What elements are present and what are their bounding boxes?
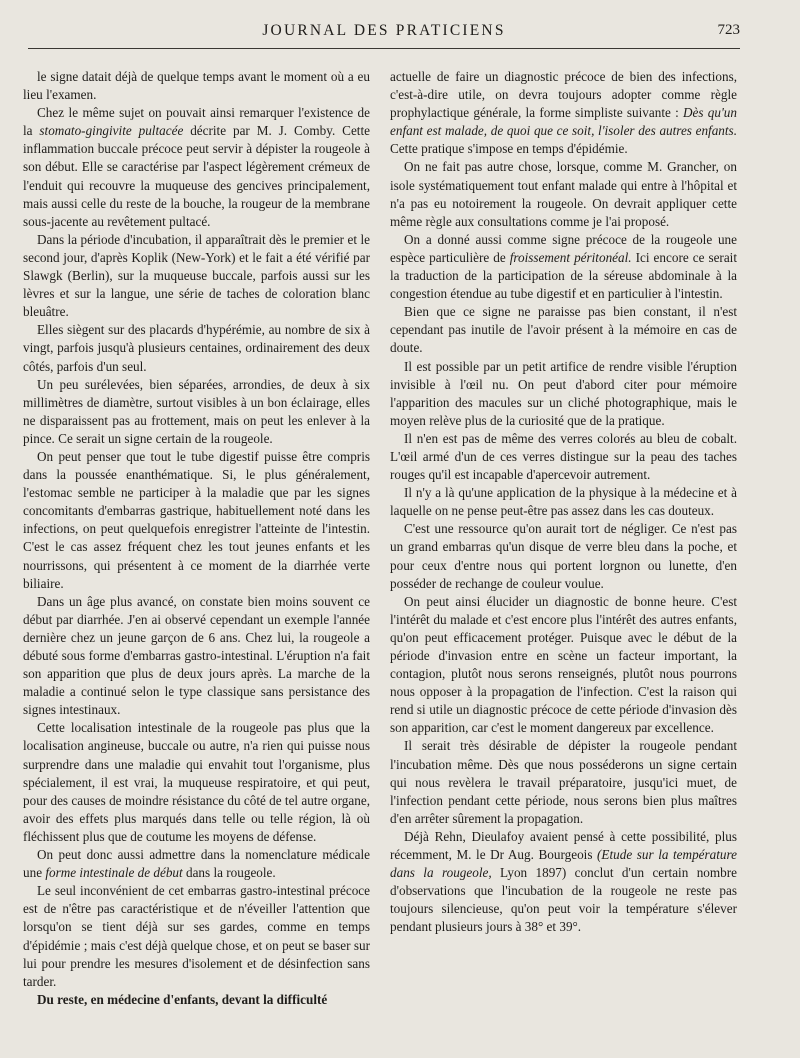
left-paragraph (23, 448, 370, 593)
right-paragraph (390, 520, 737, 592)
text-run: C'est une ressource qu'on aurait tort de négliger. Ce n'est pas un grand embarras qu'un disque de verre bleu dans la poche, et pour ceux d'entre nous qui portent lorgnon ou lunette, d'en posséder de rechange de couleur voulue. (390, 521, 737, 591)
text-run: Le seul inconvénient de cet embarras gastro-intestinal précoce est de n'être pas caractéristique et de n'éveiller l'attention que lorsqu'on se tient déjà sur ses gardes, comme en temps d'épidémie ; mais c'est déjà quelque chose, et on peut se baser sur lui pour prendre les mesures d'isolement et de désinfection sans tarder. (23, 883, 370, 989)
italic-text: (Etude sur la température dans la rougeole, (390, 847, 737, 881)
right-paragraph (390, 430, 737, 484)
left-paragraph (23, 991, 370, 1009)
header-rule (28, 48, 740, 49)
text-run: Il n'en est pas de même des verres colorés au bleu de cobalt. L'œil armé d'un de ces verres distingue sur la peau des taches rouges qu'il est incapable d'apercevoir autrement. (390, 430, 737, 483)
text-run: dans la rougeole. (182, 865, 276, 881)
text-run: Il est possible par un petit artifice de rendre visible l'éruption invisible à l'œil nu. On peut d'abord citer pour mémoire l'apparition des macules sur un cliché photographique, mais le moyen relève plus de la curiosité que de la pratique. (390, 358, 737, 428)
text-run: On ne fait pas autre chose, lorsque, comme M. Grancher, on isole systématiquement tout enfant malade qui entre à l'hôpital et n'a pas eu notoirement la rougeole. On devrait appliquer cette même règle aux consultations comme je l'ai proposé. (390, 159, 737, 229)
left-paragraph (23, 593, 370, 720)
text-run: Un peu surélevées, bien séparées, arrondies, de deux à six millimètres de diamètre, surtout visibles à un bon éclairage, elles ne disparaissent pas au frottement, mais on peut les enlever à la pince. Ce serait un signe certain de la rougeole. (23, 376, 370, 446)
left-paragraph (23, 719, 370, 846)
text-run: Lyon 1897) conclut d'un certain nombre d'observations que l'incubation de la rougeole ne reste pas toujours silencieuse, qu'on peut voir la température s'élever pendant plusieurs jours à 38° et 39°. (390, 865, 737, 935)
text-run: On peut donc aussi admettre dans la nomenclature médicale une (23, 847, 370, 881)
left-paragraph (23, 231, 370, 321)
text-run: Chez le même sujet on pouvait ainsi remarquer l'existence de la (23, 105, 370, 139)
text-run: On a donné aussi comme signe précoce de la rougeole une espèce particulière de (390, 231, 737, 265)
left-paragraph (23, 68, 370, 104)
left-column (23, 68, 370, 1009)
left-paragraph (23, 882, 370, 991)
text-run: Il serait très désirable de dépister la rougeole pendant l'incubation même. Dès que nous posséderons un signe certain qui nous revèlera le travail préparatoire, jusqu'ici muet, de l'infection pendant cette période, nous serons bien plus maîtres d'en arrêter sûrement la propagation. (390, 738, 737, 826)
text-run: Bien que ce signe ne paraisse pas bien constant, il n'est cependant pas inutile de l'avoir présent à la mémoire en cas de doute. (390, 304, 737, 356)
right-paragraph (390, 231, 737, 303)
right-paragraph (390, 737, 737, 827)
text-run: Dans la période d'incubation, il apparaîtrait dès le premier et le second jour, d'après Koplik (New-York) et le fait a été vérifié par Slawgk (Berlin), sur la muqueuse buccale, parfois aussi sur les lèvres et sur la langue, une série de taches de coloration blanc bleuâtre. (23, 231, 370, 320)
italic-text: stomato-gingivite pultacée (39, 123, 184, 139)
right-paragraph (390, 593, 737, 738)
right-paragraph (390, 484, 737, 520)
journal-title: JOURNAL DES PRATICIENS (262, 22, 506, 39)
right-paragraph (390, 358, 737, 430)
running-header (28, 22, 740, 44)
text-run: actuelle de faire un diagnostic précoce de bien des infections, c'est-à-dire utile, on devra toujours adopter comme règle prophylactique générale, la forme simpliste suivante : (390, 69, 737, 121)
left-paragraph (23, 104, 370, 231)
text-run: On peut ainsi élucider un diagnostic de bonne heure. C'est l'intérêt du malade et c'est encore plus l'intérêt des autres enfants, qu'on peut efficacement protéger. Puisque avec le début de la période d'invasion entre en scène un facteur important, la contagion, plutôt nous serons renseignés, plutôt nous pourrons nous opposer à la propagation de l'infection. C'est la raison qui rend si utile un diagnostic précoce de cette période d'invasion dès son apparition, car c'est le moment dangereux par excellence. (390, 593, 737, 736)
right-paragraph (390, 158, 737, 230)
left-paragraph (23, 376, 370, 448)
right-paragraph (390, 303, 737, 357)
left-paragraph (23, 321, 370, 375)
text-run: Il n'y a là qu'une application de la physique à la médecine et à laquelle on ne pense peut-être pas assez dans les cas douteux. (390, 485, 737, 519)
text-run: Cette pratique s'impose en temps d'épidémie. (390, 141, 628, 157)
right-paragraph (390, 68, 737, 158)
text-run: Cette localisation intestinale de la rougeole pas plus que la localisation angineuse, buccale ou autre, n'a rien qui puisse nous surprendre dans une maladie qui envahit tout l'organisme, plus spécialement, il est vrai, la muqueuse respiratoire, et qui peut, pour des causes de moindre résistance du côté de tel autre organe, avoir des effets plus marqués dans telle ou telle région, là où fléchissent plus que de coutume les moyens de défense. (23, 720, 370, 844)
text-run: Déjà Rehn, Dieulafoy avaient pensé à cette possibilité, plus récemment, M. le Dr Aug. Bourgeois (390, 828, 737, 863)
right-paragraph (390, 828, 737, 937)
italic-text: forme intestinale de début (45, 865, 183, 881)
italic-text: froissement péritonéal. (509, 249, 632, 265)
italic-text: Dès qu'un enfant est malade, de quoi que ce soit, l'isoler des autres enfants. (390, 105, 737, 139)
text-run: décrite par M. J. Comby. Cette inflammation buccale précoce peut servir à dépister la rougeole à son début. Elle se caractérise par l'aspect légèrement crémeux de l'enduit qui recouvre la muqueuse des gencives principalement, mais aussi celle du reste de la bouche, la rougeur de la membrane sous-jacente au revêtement pultacé. (23, 123, 370, 229)
text-run: On peut penser que tout le tube digestif puisse être compris dans la poussée enanthématique. Si, le plus généralement, l'estomac semble ne participer à la maladie que par les signes concomitants d'embarras gastrique, habituellement noté dans les infections, on peut quelquefois enregistrer l'atteinte de l'intestin. C'est le cas assez fréquent chez les tout jeunes enfants et les nourrissons, qui présentent à ce moment de la diarrhée verte biliaire. (23, 448, 370, 591)
bold-text: Du reste, en médecine d'enfants, devant la difficulté (37, 991, 328, 1007)
left-paragraph (23, 846, 370, 882)
right-column (390, 68, 737, 937)
text-run: Dans un âge plus avancé, on constate bien moins souvent ce début par diarrhée. J'en ai observé cependant un exemple l'année dernière chez un jeune garçon de 6 ans. Chez lui, la rougeole a débuté sous forme d'embarras gastro-intestinal. L'éruption n'a fait son apparition que plus de deux jours après. La marche de la maladie a continué selon le type classique sans persistance des signes intestinaux. (23, 593, 370, 718)
text-run: le signe datait déjà de quelque temps avant le moment où a eu lieu l'examen. (23, 69, 370, 103)
page-number: 723 (717, 22, 740, 38)
text-run: Ici encore ce serait la traduction de la participation de la séreuse abdominale à la congestion étendue au tube digestif et en particulier à l'intestin. (390, 249, 738, 302)
text-run: Elles siègent sur des placards d'hypérémie, au nombre de six à vingt, parfois jusqu'à plusieurs centaines, ordinairement des deux côtés, parfois d'un seul. (23, 322, 370, 374)
